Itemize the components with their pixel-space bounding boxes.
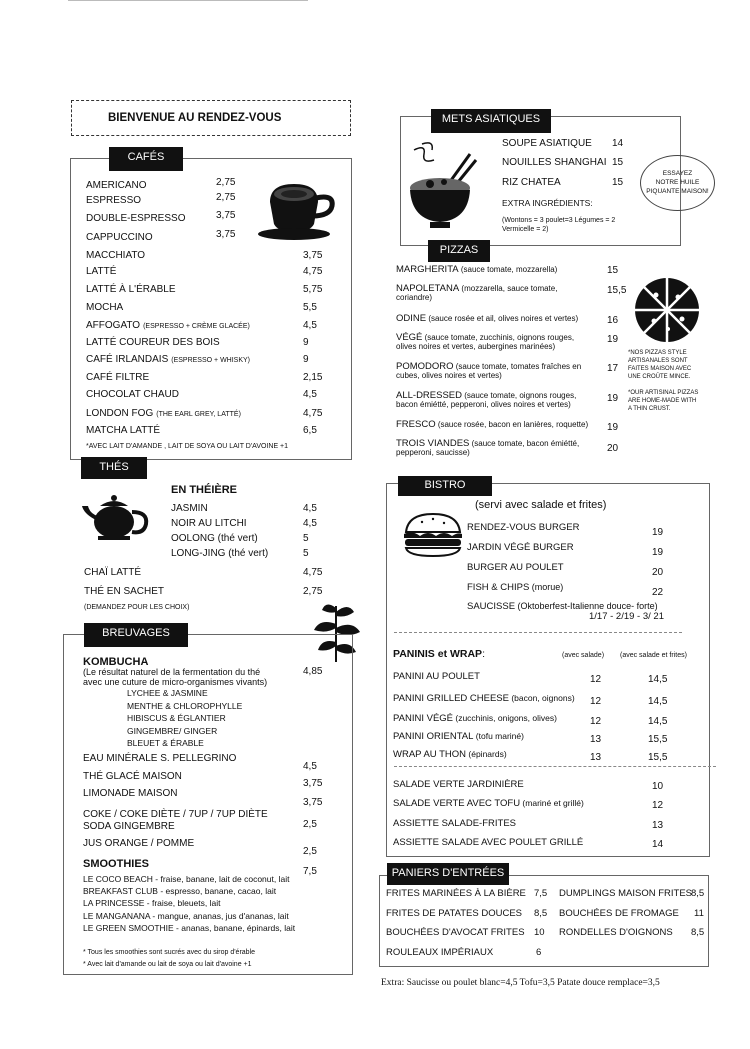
bistro-item-name: RENDEZ-VOUS BURGER bbox=[467, 522, 580, 533]
drink-price-5: 2,5 bbox=[303, 846, 317, 857]
bistro-item-price: 22 bbox=[652, 587, 664, 598]
panini-item bbox=[393, 671, 480, 682]
tea-item-name: CHAÏ LATTÉ bbox=[84, 567, 142, 578]
cafe-item bbox=[86, 302, 126, 313]
bistro-item-name: BURGER AU POULET bbox=[467, 562, 564, 573]
cafe-item-name: CAPPUCCINO bbox=[86, 232, 153, 243]
asia-item-name: SOUPE ASIATIQUE bbox=[502, 138, 592, 149]
bistro-item bbox=[467, 542, 574, 553]
pizza-item-price: 20 bbox=[607, 443, 619, 454]
saucisse-note: (Oktoberfest-Italienne douce- forte) bbox=[515, 601, 658, 611]
pizza-note-en-2: ARE HOME-MADE WITH bbox=[628, 398, 697, 404]
thes-subheader: EN THÉIÈRE bbox=[171, 484, 238, 496]
hot-oil-badge-line-1: ESSAYEZ bbox=[662, 170, 693, 177]
tea-item-name: THÉ EN SACHET bbox=[84, 586, 165, 597]
asia-item-name: RIZ CHATEA bbox=[502, 177, 561, 188]
panier-item-name: RONDELLES D'OIGNONS bbox=[559, 927, 673, 938]
asia-item-name: NOUILLES SHANGHAI bbox=[502, 157, 607, 168]
cafe-item bbox=[86, 354, 250, 365]
cafe-item-note: (ESPRESSO + WHISKY) bbox=[171, 357, 251, 364]
cafe-item-note: (THE EARL GREY, LATTÉ) bbox=[156, 411, 241, 418]
panini-item-name: PANINI GRILLED CHEESE bbox=[393, 693, 509, 704]
panier-item-price: 7,5 bbox=[534, 888, 548, 899]
cafe-item bbox=[86, 408, 241, 419]
pizza-item-name: ALL-DRESSED bbox=[396, 390, 462, 401]
cafe-item bbox=[86, 213, 188, 224]
pizza-note-fr-3: FAITES MAISON AVEC bbox=[628, 366, 692, 372]
drink-coke: COKE / COKE DIÈTE / 7UP / 7UP DIÈTE bbox=[83, 809, 268, 820]
saucisse-name: SAUCISSE bbox=[467, 601, 516, 612]
pizza-item-desc-2: bacon émiétté, pepperoni, olives noires et vertes) bbox=[396, 400, 571, 409]
smoothie-item: LE COCO BEACH - fraise, banane, lait de coconut, lait bbox=[83, 874, 290, 884]
cafe-item bbox=[86, 266, 119, 277]
panini-title bbox=[393, 648, 485, 660]
pizza-note-fr bbox=[628, 349, 691, 381]
drink-price-1: 4,5 bbox=[303, 761, 317, 772]
cafe-item-name: ESPRESSO bbox=[86, 195, 142, 206]
salade-item-name: SALADE VERTE AVEC TOFU bbox=[393, 798, 521, 809]
bistro-item-price: 19 bbox=[652, 527, 664, 538]
pizza-item-name: FRESCO bbox=[396, 419, 436, 430]
cafe-item bbox=[86, 372, 152, 383]
panini-price-2: 15,5 bbox=[648, 752, 668, 763]
thes-footnote: (DEMANDEZ POUR LES CHOIX) bbox=[84, 604, 190, 611]
tea-item-price: 4,5 bbox=[303, 503, 317, 514]
cafe-item-price: 4,75 bbox=[303, 408, 323, 419]
panini-col-2: (avec salade et frites) bbox=[620, 652, 687, 659]
cafe-item-price: 2,15 bbox=[303, 372, 323, 383]
pizza-icon bbox=[632, 275, 702, 345]
bistro-subtitle: (servi avec salade et frites) bbox=[475, 499, 607, 511]
salade-item-name: ASSIETTE SALADE AVEC POULET GRILLÉ bbox=[393, 837, 584, 848]
paniers-extra: Extra: Saucisse ou poulet blanc=4,5 Tofu=3,5 Patate douce remplace=3,5 bbox=[381, 978, 660, 988]
panini-item-note: (tofu mariné) bbox=[473, 731, 524, 741]
kombucha-price: 4,85 bbox=[303, 666, 323, 677]
asia-item-price: 15 bbox=[612, 157, 624, 168]
drink-eau: EAU MINÉRALE S. PELLEGRINO bbox=[83, 753, 237, 764]
salade-item-price: 14 bbox=[652, 839, 664, 850]
cafe-item-price: 2,75 bbox=[216, 192, 236, 203]
cafe-item bbox=[86, 425, 163, 436]
panier-item-price: 6 bbox=[536, 947, 542, 958]
smoothie-item: LA PRINCESSE - fraise, bleuets, lait bbox=[83, 898, 221, 909]
asiatiques-extra-line-1: (Wontons = 3 poulet=3 Légumes = 2 bbox=[502, 217, 616, 224]
salade-item-price: 12 bbox=[652, 800, 664, 811]
teapot-icon bbox=[78, 492, 152, 546]
bistro-item bbox=[467, 582, 563, 593]
cafe-item-name: AFFOGATO bbox=[86, 320, 141, 331]
pizza-item-price: 19 bbox=[607, 393, 619, 404]
cafe-item-name: LATTÉ bbox=[86, 266, 117, 277]
kombucha-flavor: HIBISCUS & ÉGLANTIER bbox=[127, 713, 226, 723]
salade-item-name: SALADE VERTE JARDINIÈRE bbox=[393, 779, 524, 790]
panini-price-2: 14,5 bbox=[648, 674, 668, 685]
cafe-item-name: CAFÉ FILTRE bbox=[86, 372, 150, 383]
cafes-footnote: *AVEC LAIT D'AMANDE , LAIT DE SOYA OU LAIT D'AVOINE +1 bbox=[86, 443, 289, 450]
saucisse-prices: 1/17 - 2/19 - 3/ 21 bbox=[589, 611, 664, 622]
pizza-item bbox=[396, 264, 557, 275]
tea-item-name: OOLONG (thé vert) bbox=[171, 533, 258, 544]
drink-the-glace: THÉ GLACÉ MAISON bbox=[83, 771, 182, 782]
smoothie-item: LE MANGANANA - mangue, ananas, jus d'ananas, lait bbox=[83, 910, 289, 921]
cafe-item-price: 3,75 bbox=[303, 250, 323, 261]
panini-item bbox=[393, 749, 507, 760]
asiatiques-header: METS ASIATIQUES bbox=[431, 109, 551, 133]
top-edge-line bbox=[68, 0, 308, 1]
cafe-item-price: 3,75 bbox=[216, 229, 236, 240]
noodle-bowl-icon bbox=[404, 140, 480, 230]
cafe-item-price: 9 bbox=[303, 337, 309, 348]
pizza-item-name: MARGHERITA bbox=[396, 264, 459, 275]
cafe-item-name: LATTÉ À L'ÉRABLE bbox=[86, 284, 176, 295]
pizza-item-price: 15 bbox=[607, 265, 619, 276]
pizza-note-fr-1: *NOS PIZZAS STYLE bbox=[628, 350, 687, 356]
pizza-item-desc: (sauce tomate, zucchinis, oignons rouges, bbox=[422, 333, 575, 342]
kombucha-desc-2: avec une cuture de micro-organismes vivants) bbox=[83, 677, 268, 687]
drink-price-4: 2,5 bbox=[303, 819, 317, 830]
smoothies-note-2: * Avec lait d'amande ou lait de soya ou lait d'avoine +1 bbox=[83, 961, 252, 968]
kombucha-flavor: BLEUET & ÉRABLE bbox=[127, 738, 204, 748]
smoothies-title: SMOOTHIES bbox=[83, 858, 150, 870]
panier-item-name: BOUCHÉES D'AVOCAT FRITES bbox=[386, 927, 525, 938]
panier-item-name: ROULEAUX IMPÉRIAUX bbox=[386, 947, 494, 958]
pizza-item-desc: (sauce tomate, tomates fraîches en bbox=[453, 362, 582, 371]
panini-price-1: 12 bbox=[590, 716, 602, 727]
cafe-item-name: LONDON FOG bbox=[86, 408, 154, 419]
salade-item-name: ASSIETTE SALADE-FRITES bbox=[393, 818, 516, 829]
pizza-item-name: NAPOLETANA bbox=[396, 283, 460, 294]
pizza-item-name: ODINE bbox=[396, 313, 427, 324]
drink-limonade: LIMONADE MAISON bbox=[83, 788, 178, 799]
panini-item-name: PANINI VÉGÉ bbox=[393, 713, 454, 724]
salade-item bbox=[393, 818, 516, 829]
cafe-item-name: CAFÉ IRLANDAIS bbox=[86, 354, 169, 365]
welcome-title: BIENVENUE AU RENDEZ-VOUS bbox=[108, 112, 282, 124]
coffee-cup-icon bbox=[250, 172, 340, 242]
kombucha-flavor: LYCHEE & JASMINE bbox=[127, 688, 208, 698]
drink-price-3: 3,75 bbox=[303, 797, 323, 808]
cafe-item-price: 9 bbox=[303, 354, 309, 365]
tea-item-price: 2,75 bbox=[303, 586, 323, 597]
cafes-header: CAFÉS bbox=[109, 147, 183, 171]
pizza-note-fr-4: UNE CROÛTE MINCE. bbox=[628, 374, 691, 380]
panier-item-price: 10 bbox=[534, 927, 545, 938]
panini-item-note: (bacon, oignons) bbox=[508, 693, 575, 703]
tea-item-price: 5 bbox=[303, 548, 309, 559]
panini-item bbox=[393, 713, 557, 724]
panini-price-1: 12 bbox=[590, 674, 602, 685]
hot-oil-badge-line-3: PIQUANTE MAISON! bbox=[646, 188, 709, 195]
pizza-note-en-1: *OUR ARTISINAL PIZZAS bbox=[628, 390, 699, 396]
panier-item-price: 8,5 bbox=[691, 888, 705, 899]
pizza-item-price: 19 bbox=[607, 422, 619, 433]
bistro-item-name: FISH & CHIPS bbox=[467, 582, 530, 593]
pizza-note-en-3: A THIN CRUST. bbox=[628, 406, 671, 412]
panini-item bbox=[393, 693, 575, 704]
bistro-item-note: (morue) bbox=[529, 582, 564, 592]
salade-item bbox=[393, 779, 524, 790]
kombucha-desc-1: (Le résultat naturel de la fermentation du thé bbox=[83, 667, 261, 677]
cafe-item-price: 4,75 bbox=[303, 266, 323, 277]
cafe-item-price: 5,75 bbox=[303, 284, 323, 295]
cafe-item bbox=[86, 232, 156, 243]
cafe-item bbox=[86, 320, 250, 331]
pizza-item-desc-2: olives noires et vertes, aubergines marinées) bbox=[396, 342, 556, 351]
bistro-divider-2 bbox=[394, 766, 716, 767]
panier-item-name: BOUCHÉES DE FROMAGE bbox=[559, 908, 679, 919]
kombucha-flavor: MENTHE & CHLOROPHYLLE bbox=[127, 700, 243, 711]
bistro-header: BISTRO bbox=[398, 476, 492, 496]
cafe-item bbox=[86, 180, 150, 191]
bistro-item-price: 20 bbox=[652, 567, 664, 578]
tea-item-name: LONG-JING (thé vert) bbox=[171, 548, 269, 559]
cafe-item-name: LATTÉ COUREUR DES BOIS bbox=[86, 337, 220, 348]
panini-title-colon: : bbox=[482, 648, 485, 660]
kombucha-title: KOMBUCHA bbox=[83, 656, 149, 668]
panini-item-note: (épinards) bbox=[466, 749, 507, 759]
cafe-item-note: (ESPRESSO + CRÈME GLACÉE) bbox=[143, 323, 250, 330]
panini-item-name: WRAP AU THON bbox=[393, 749, 467, 760]
pizza-item-price: 15,5 bbox=[607, 285, 627, 296]
thes-header: THÉS bbox=[81, 457, 147, 479]
drink-soda: SODA GINGEMBRE bbox=[83, 821, 175, 832]
pizza-item-desc: (sauce rosée, bacon en lanières, roquette) bbox=[435, 420, 589, 429]
cafe-item-price: 4,5 bbox=[303, 320, 317, 331]
pizza-item-name: TROIS VIANDES bbox=[396, 438, 470, 449]
panini-item-name: PANINI AU POULET bbox=[393, 671, 480, 682]
panini-price-1: 13 bbox=[590, 734, 602, 745]
pizzas-header: PIZZAS bbox=[428, 240, 490, 262]
cafe-item-name: CHOCOLAT CHAUD bbox=[86, 389, 179, 400]
cafe-item-name: MATCHA LATTÉ bbox=[86, 425, 161, 436]
paniers-header: PANIERS D'ENTRÉES bbox=[387, 863, 509, 885]
pizza-item-desc: (sauce tomate, bacon émiétté, bbox=[469, 439, 580, 448]
bistro-item-price: 19 bbox=[652, 547, 664, 558]
cafe-item-name: MACCHIATO bbox=[86, 250, 146, 261]
pizza-note-en bbox=[628, 389, 698, 413]
cafe-item-price: 6,5 bbox=[303, 425, 317, 436]
drink-price-2: 3,75 bbox=[303, 778, 323, 789]
burger-icon bbox=[402, 512, 464, 558]
welcome-banner bbox=[71, 100, 351, 136]
breuvages-header: BREUVAGES bbox=[84, 623, 188, 647]
hot-oil-badge bbox=[640, 155, 715, 211]
salade-item-price: 10 bbox=[652, 781, 664, 792]
bistro-item-name: JARDIN VÉGÉ BURGER bbox=[467, 542, 574, 553]
pizza-item bbox=[396, 419, 588, 430]
cafe-item bbox=[86, 284, 179, 295]
cafe-item-name: MOCHA bbox=[86, 302, 124, 313]
panini-item bbox=[393, 731, 524, 742]
panier-item-price: 8,5 bbox=[534, 908, 548, 919]
panier-item-name: FRITES DE PATATES DOUCES bbox=[386, 908, 523, 919]
pizza-item-price: 16 bbox=[607, 315, 619, 326]
smoothies-note-1: * Tous les smoothies sont sucrés avec du sirop d'érable bbox=[83, 949, 256, 956]
pizza-item-desc-2: cubes, olives noires et vertes) bbox=[396, 371, 502, 380]
kombucha-flavor: GINGEMBRE/ GINGER bbox=[127, 725, 218, 736]
panini-item-note: (zucchinis, onigons, olives) bbox=[453, 713, 557, 723]
tea-item-name: NOIR AU LITCHI bbox=[171, 518, 247, 529]
pizza-item-desc: (sauce tomate, mozzarella) bbox=[458, 265, 558, 274]
salade-item bbox=[393, 837, 583, 848]
panini-price-2: 14,5 bbox=[648, 716, 668, 727]
pizza-item-name: VÉGÉ bbox=[396, 332, 423, 343]
tea-item-price: 5 bbox=[303, 533, 309, 544]
pizza-item-price: 17 bbox=[607, 363, 619, 374]
pizza-item-desc-2: coriandre) bbox=[396, 293, 433, 302]
cafe-item bbox=[86, 389, 182, 400]
cafe-item-price: 4,5 bbox=[303, 389, 317, 400]
salade-item-price: 13 bbox=[652, 820, 664, 831]
bistro-item bbox=[467, 562, 564, 573]
pizza-item bbox=[396, 313, 578, 324]
tea-item-price: 4,5 bbox=[303, 518, 317, 529]
salade-item-note: (mariné et grillé) bbox=[520, 798, 584, 808]
panini-price-1: 12 bbox=[590, 696, 602, 707]
panini-price-2: 14,5 bbox=[648, 696, 668, 707]
pizza-item-price: 19 bbox=[607, 334, 619, 345]
panini-item-name: PANINI ORIENTAL bbox=[393, 731, 474, 742]
pizza-item-desc: (sauce rosée et ail, olives noires et vertes) bbox=[426, 314, 579, 323]
panier-item-price: 8,5 bbox=[691, 927, 705, 938]
panier-item-name: DUMPLINGS MAISON FRITES bbox=[559, 888, 693, 899]
panini-price-2: 15,5 bbox=[648, 734, 668, 745]
bistro-divider-1 bbox=[394, 632, 682, 633]
asia-item-price: 14 bbox=[612, 138, 624, 149]
tea-item-price: 4,75 bbox=[303, 567, 323, 578]
panini-col-1: (avec salade) bbox=[562, 652, 605, 659]
cafe-item-name: DOUBLE-ESPRESSO bbox=[86, 213, 186, 224]
drink-jus: JUS ORANGE / POMME bbox=[83, 838, 195, 849]
pizza-item-name: POMODORO bbox=[396, 361, 454, 372]
cafe-item-price: 2,75 bbox=[216, 177, 236, 188]
panier-item-price: 11 bbox=[694, 908, 704, 919]
hot-oil-badge-line-2: NOTRE HUILE bbox=[655, 179, 700, 186]
bistro-item bbox=[467, 522, 579, 533]
pizza-item-desc: (sauce tomate, oignons rouges, bbox=[462, 391, 577, 400]
tea-item-name: JASMIN bbox=[171, 503, 208, 514]
cafe-item bbox=[86, 250, 148, 261]
cafe-item-price: 5,5 bbox=[303, 302, 317, 313]
cafe-item bbox=[86, 337, 223, 348]
salade-item bbox=[393, 798, 584, 809]
pizza-item-desc-2: pepperoni, saucisse) bbox=[396, 448, 470, 457]
cafe-item bbox=[86, 195, 144, 206]
pizza-item-desc: (mozzarella, sauce tomate, bbox=[459, 284, 558, 293]
smoothie-item: LE GREEN SMOOTHIE - ananas, banane, épinards, lait bbox=[83, 922, 296, 933]
panier-item-name: FRITES MARINÉES À LA BIÈRE bbox=[386, 888, 526, 899]
asia-item-price: 15 bbox=[612, 177, 624, 188]
drink-price-6: 7,5 bbox=[303, 866, 317, 877]
asiatiques-extra-title: EXTRA INGRÉDIENTS: bbox=[502, 198, 593, 208]
panini-title-text: PANINIS et WRAP bbox=[393, 648, 483, 660]
cafe-item-price: 3,75 bbox=[216, 210, 236, 221]
cafe-item-name: AMERICANO bbox=[86, 180, 147, 191]
asiatiques-extra-line-2: Vermicelle = 2) bbox=[502, 226, 549, 233]
panini-price-1: 13 bbox=[590, 752, 602, 763]
pizza-note-fr-2: ARTISANALES SONT bbox=[628, 358, 688, 364]
smoothie-item: BREAKFAST CLUB - espresso, banane, cacao, lait bbox=[83, 886, 277, 897]
